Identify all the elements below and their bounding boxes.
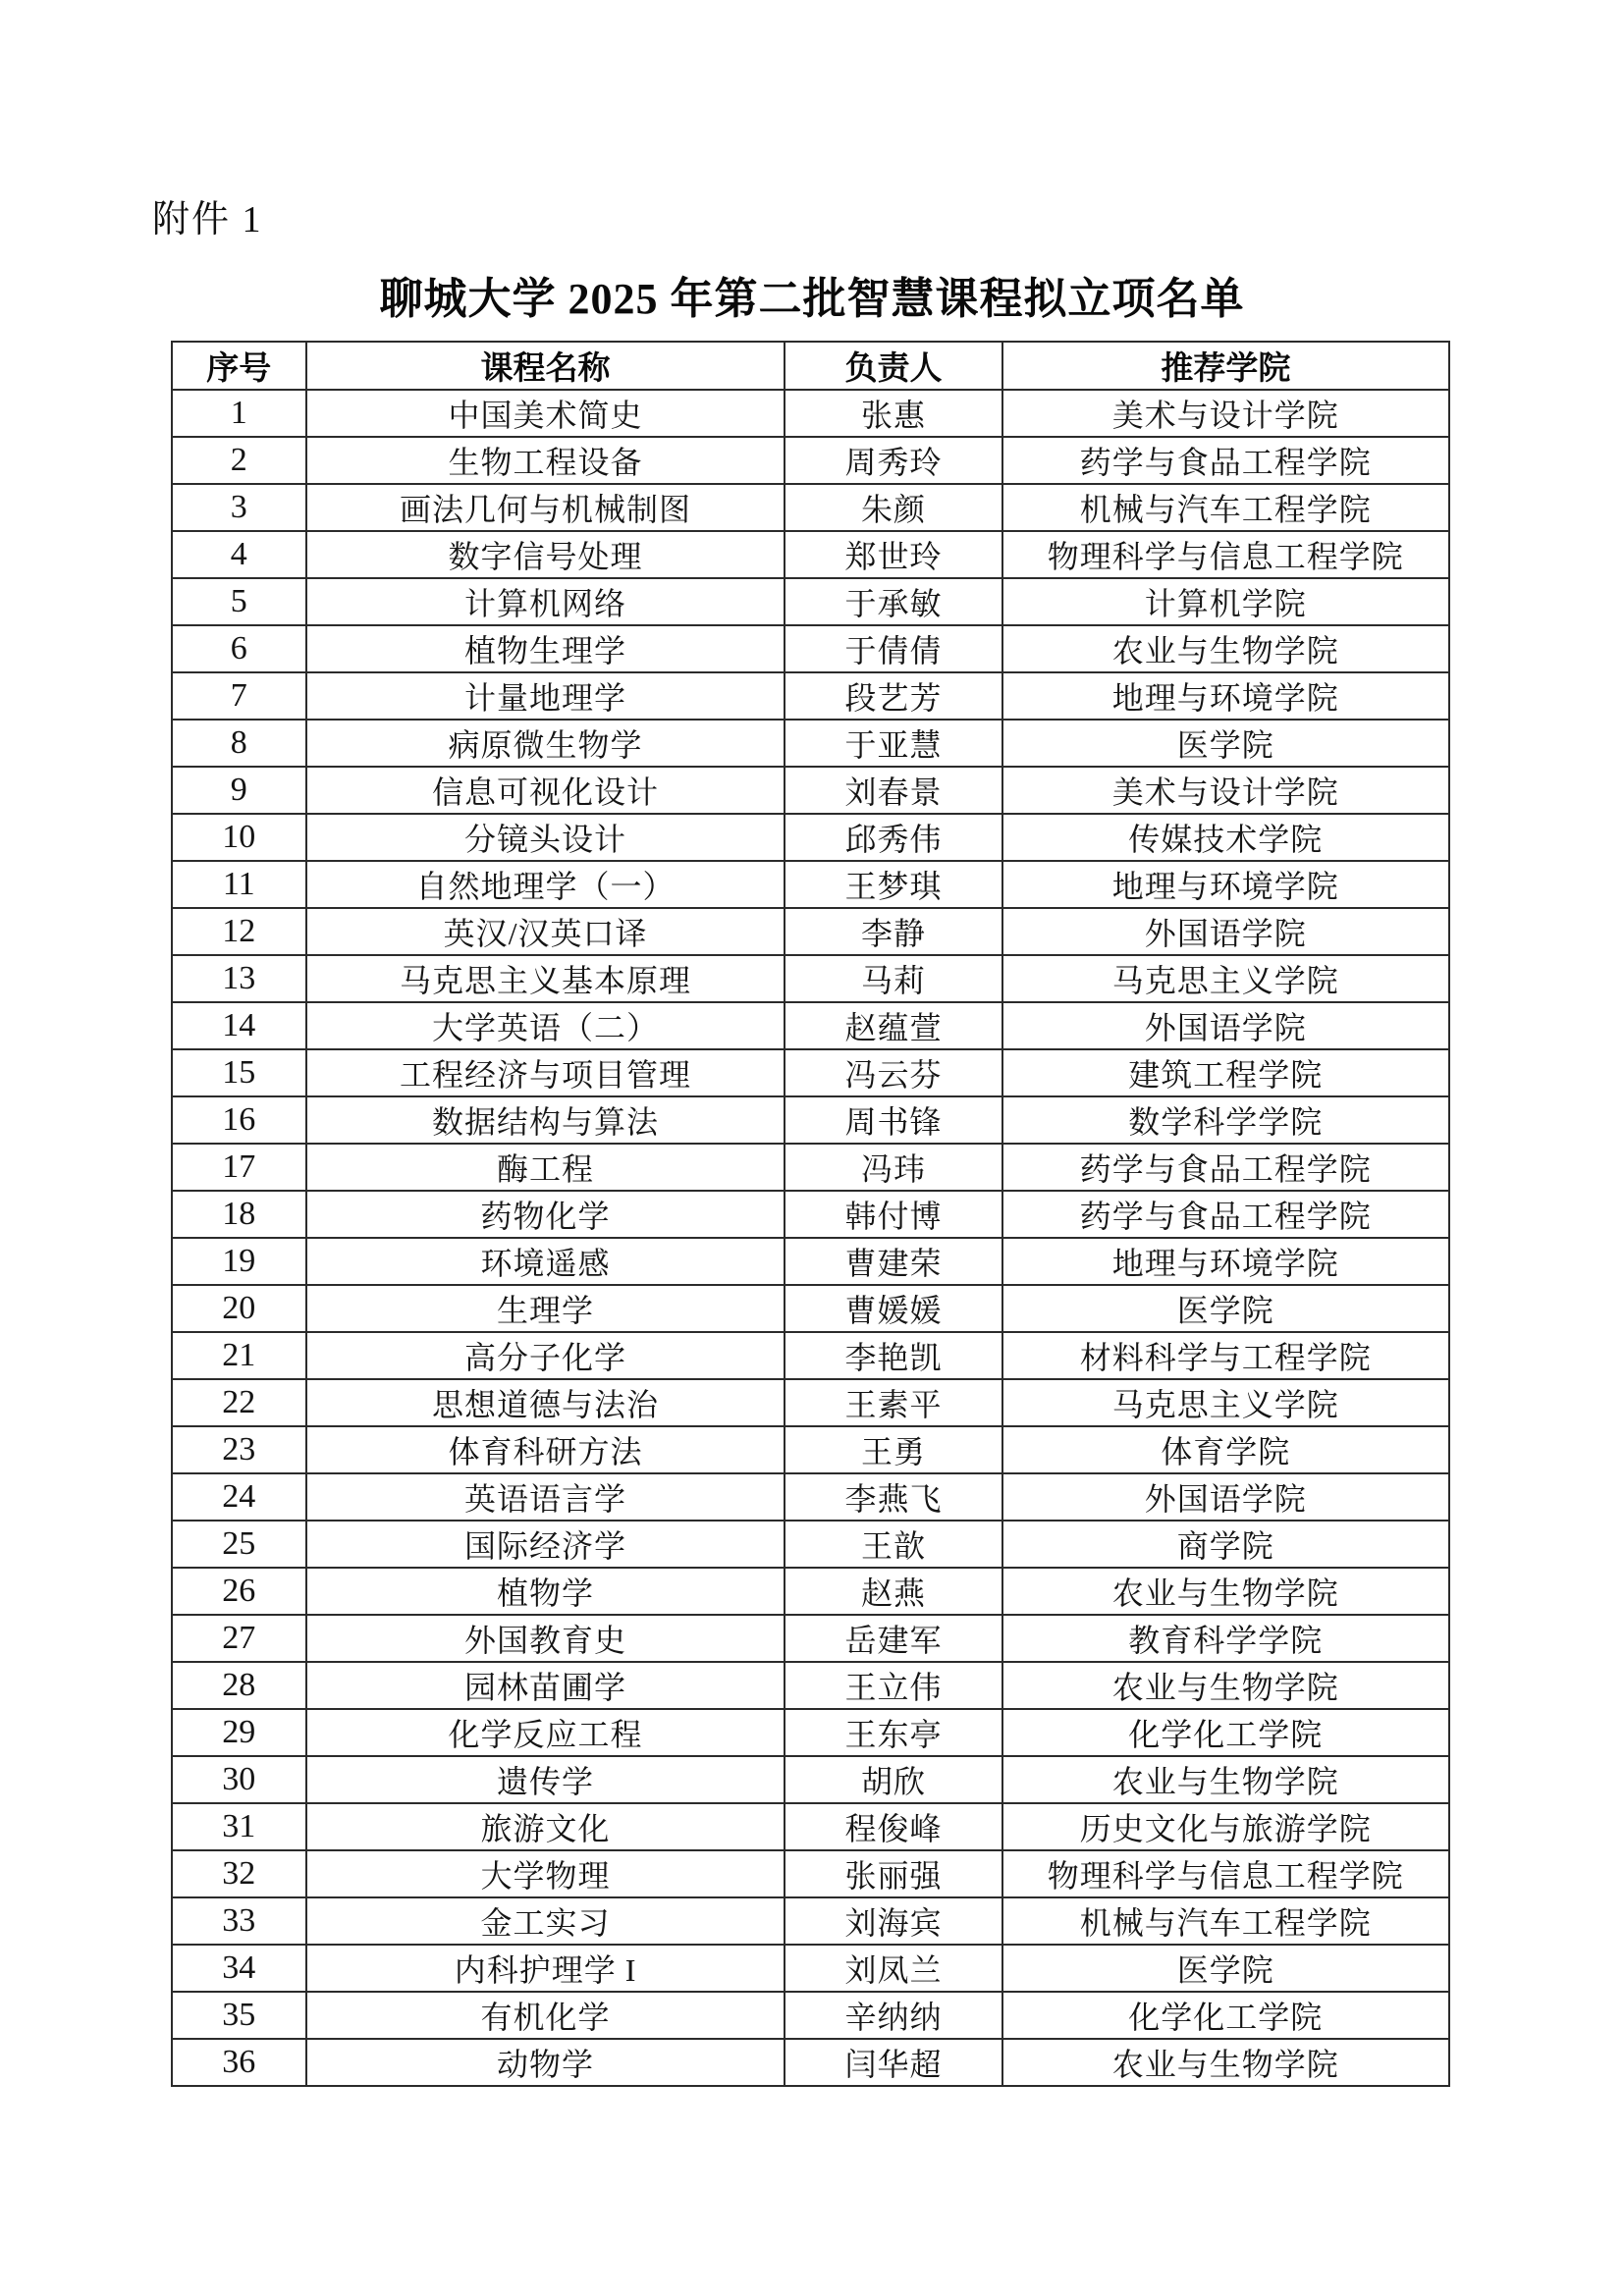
cell-course-name: 思想道德与法治 bbox=[306, 1379, 785, 1426]
cell-leader: 辛纳纳 bbox=[785, 1992, 1001, 2039]
cell-college: 数学科学学院 bbox=[1002, 1096, 1449, 1144]
cell-college: 材料科学与工程学院 bbox=[1002, 1332, 1449, 1379]
cell-leader: 闫华超 bbox=[785, 2039, 1001, 2086]
cell-leader: 于承敏 bbox=[785, 578, 1001, 625]
cell-leader: 于亚慧 bbox=[785, 720, 1001, 767]
cell-index: 30 bbox=[172, 1756, 306, 1803]
cell-college: 地理与环境学院 bbox=[1002, 1238, 1449, 1285]
table-row bbox=[172, 2039, 1449, 2086]
cell-college: 历史文化与旅游学院 bbox=[1002, 1803, 1449, 1850]
table-row bbox=[172, 1191, 1449, 1238]
cell-leader: 张丽强 bbox=[785, 1850, 1001, 1897]
course-table bbox=[171, 341, 1450, 2087]
cell-college: 马克思主义学院 bbox=[1002, 955, 1449, 1002]
cell-leader: 岳建军 bbox=[785, 1615, 1001, 1662]
cell-college: 农业与生物学院 bbox=[1002, 625, 1449, 672]
cell-index: 6 bbox=[172, 625, 306, 672]
cell-leader: 韩付博 bbox=[785, 1191, 1001, 1238]
cell-course-name: 画法几何与机械制图 bbox=[306, 484, 785, 531]
page-title: 聊城大学 2025 年第二批智慧课程拟立项名单 bbox=[379, 275, 1245, 323]
cell-college: 药学与食品工程学院 bbox=[1002, 1191, 1449, 1238]
cell-course-name: 计算机网络 bbox=[306, 578, 785, 625]
cell-course-name: 生理学 bbox=[306, 1285, 785, 1332]
cell-course-name: 信息可视化设计 bbox=[306, 767, 785, 814]
cell-course-name: 外国教育史 bbox=[306, 1615, 785, 1662]
cell-college: 化学化工学院 bbox=[1002, 1992, 1449, 2039]
table-row bbox=[172, 814, 1449, 861]
table-row bbox=[172, 1521, 1449, 1568]
cell-index: 4 bbox=[172, 531, 306, 578]
cell-course-name: 中国美术简史 bbox=[306, 390, 785, 437]
cell-leader: 刘凤兰 bbox=[785, 1945, 1001, 1992]
cell-course-name: 英语语言学 bbox=[306, 1473, 785, 1521]
cell-leader: 马莉 bbox=[785, 955, 1001, 1002]
cell-index: 32 bbox=[172, 1850, 306, 1897]
cell-college: 农业与生物学院 bbox=[1002, 1568, 1449, 1615]
cell-college: 机械与汽车工程学院 bbox=[1002, 484, 1449, 531]
cell-course-name: 病原微生物学 bbox=[306, 720, 785, 767]
column-header-leader: 负责人 bbox=[785, 342, 1001, 390]
column-header-course-name: 课程名称 bbox=[306, 342, 785, 390]
cell-leader: 于倩倩 bbox=[785, 625, 1001, 672]
cell-leader: 段艺芳 bbox=[785, 672, 1001, 720]
cell-course-name: 工程经济与项目管理 bbox=[306, 1049, 785, 1096]
table-row bbox=[172, 1662, 1449, 1709]
cell-course-name: 国际经济学 bbox=[306, 1521, 785, 1568]
cell-college: 外国语学院 bbox=[1002, 1473, 1449, 1521]
cell-college: 物理科学与信息工程学院 bbox=[1002, 531, 1449, 578]
cell-leader: 赵燕 bbox=[785, 1568, 1001, 1615]
cell-leader: 王东亭 bbox=[785, 1709, 1001, 1756]
table-row bbox=[172, 672, 1449, 720]
cell-index: 24 bbox=[172, 1473, 306, 1521]
cell-index: 19 bbox=[172, 1238, 306, 1285]
cell-leader: 王梦琪 bbox=[785, 861, 1001, 908]
cell-index: 22 bbox=[172, 1379, 306, 1426]
cell-college: 地理与环境学院 bbox=[1002, 672, 1449, 720]
table-header-row bbox=[172, 342, 1449, 390]
cell-leader: 张惠 bbox=[785, 390, 1001, 437]
cell-college: 传媒技术学院 bbox=[1002, 814, 1449, 861]
cell-course-name: 酶工程 bbox=[306, 1144, 785, 1191]
cell-course-name: 旅游文化 bbox=[306, 1803, 785, 1850]
table-row bbox=[172, 1945, 1449, 1992]
cell-college: 医学院 bbox=[1002, 720, 1449, 767]
table-row bbox=[172, 1002, 1449, 1049]
table-row bbox=[172, 437, 1449, 484]
table-row bbox=[172, 1756, 1449, 1803]
cell-index: 5 bbox=[172, 578, 306, 625]
cell-index: 23 bbox=[172, 1426, 306, 1473]
cell-leader: 冯云芬 bbox=[785, 1049, 1001, 1096]
cell-leader: 曹媛媛 bbox=[785, 1285, 1001, 1332]
cell-course-name: 大学物理 bbox=[306, 1850, 785, 1897]
cell-college: 马克思主义学院 bbox=[1002, 1379, 1449, 1426]
table-row bbox=[172, 531, 1449, 578]
cell-leader: 王立伟 bbox=[785, 1662, 1001, 1709]
table-row bbox=[172, 1426, 1449, 1473]
table-row bbox=[172, 484, 1449, 531]
cell-leader: 赵蕴萱 bbox=[785, 1002, 1001, 1049]
cell-course-name: 动物学 bbox=[306, 2039, 785, 2086]
cell-course-name: 数据结构与算法 bbox=[306, 1096, 785, 1144]
column-header-index: 序号 bbox=[172, 342, 306, 390]
cell-index: 28 bbox=[172, 1662, 306, 1709]
table-row bbox=[172, 1332, 1449, 1379]
cell-index: 10 bbox=[172, 814, 306, 861]
table-row bbox=[172, 625, 1449, 672]
cell-index: 1 bbox=[172, 390, 306, 437]
table-row bbox=[172, 1238, 1449, 1285]
cell-index: 18 bbox=[172, 1191, 306, 1238]
cell-college: 教育科学学院 bbox=[1002, 1615, 1449, 1662]
table-row bbox=[172, 955, 1449, 1002]
cell-leader: 周书锋 bbox=[785, 1096, 1001, 1144]
cell-index: 16 bbox=[172, 1096, 306, 1144]
cell-leader: 李静 bbox=[785, 908, 1001, 955]
cell-leader: 郑世玲 bbox=[785, 531, 1001, 578]
table-row bbox=[172, 578, 1449, 625]
cell-course-name: 植物学 bbox=[306, 1568, 785, 1615]
cell-index: 35 bbox=[172, 1992, 306, 2039]
table-row bbox=[172, 1473, 1449, 1521]
column-header-college: 推荐学院 bbox=[1002, 342, 1449, 390]
cell-index: 7 bbox=[172, 672, 306, 720]
table-row bbox=[172, 1049, 1449, 1096]
cell-index: 9 bbox=[172, 767, 306, 814]
cell-index: 29 bbox=[172, 1709, 306, 1756]
table-row bbox=[172, 1096, 1449, 1144]
cell-course-name: 生物工程设备 bbox=[306, 437, 785, 484]
cell-college: 外国语学院 bbox=[1002, 1002, 1449, 1049]
cell-index: 17 bbox=[172, 1144, 306, 1191]
table-row bbox=[172, 908, 1449, 955]
cell-leader: 王歆 bbox=[785, 1521, 1001, 1568]
table-row bbox=[172, 720, 1449, 767]
cell-index: 31 bbox=[172, 1803, 306, 1850]
cell-leader: 刘春景 bbox=[785, 767, 1001, 814]
table-row bbox=[172, 861, 1449, 908]
cell-index: 33 bbox=[172, 1897, 306, 1945]
cell-leader: 程俊峰 bbox=[785, 1803, 1001, 1850]
cell-index: 3 bbox=[172, 484, 306, 531]
table-row bbox=[172, 1803, 1449, 1850]
cell-course-name: 化学反应工程 bbox=[306, 1709, 785, 1756]
cell-college: 商学院 bbox=[1002, 1521, 1449, 1568]
table-row bbox=[172, 767, 1449, 814]
cell-course-name: 高分子化学 bbox=[306, 1332, 785, 1379]
cell-college: 医学院 bbox=[1002, 1945, 1449, 1992]
cell-leader: 朱颜 bbox=[785, 484, 1001, 531]
cell-index: 11 bbox=[172, 861, 306, 908]
cell-course-name: 内科护理学 I bbox=[306, 1945, 785, 1992]
table-row bbox=[172, 1850, 1449, 1897]
cell-college: 美术与设计学院 bbox=[1002, 767, 1449, 814]
table-row bbox=[172, 1992, 1449, 2039]
cell-index: 21 bbox=[172, 1332, 306, 1379]
cell-course-name: 有机化学 bbox=[306, 1992, 785, 2039]
cell-college: 农业与生物学院 bbox=[1002, 1662, 1449, 1709]
cell-course-name: 数字信号处理 bbox=[306, 531, 785, 578]
cell-index: 2 bbox=[172, 437, 306, 484]
cell-leader: 冯玮 bbox=[785, 1144, 1001, 1191]
cell-course-name: 计量地理学 bbox=[306, 672, 785, 720]
cell-course-name: 植物生理学 bbox=[306, 625, 785, 672]
cell-course-name: 马克思主义基本原理 bbox=[306, 955, 785, 1002]
cell-course-name: 药物化学 bbox=[306, 1191, 785, 1238]
cell-leader: 李艳凯 bbox=[785, 1332, 1001, 1379]
cell-college: 农业与生物学院 bbox=[1002, 2039, 1449, 2086]
table-row bbox=[172, 1144, 1449, 1191]
cell-college: 建筑工程学院 bbox=[1002, 1049, 1449, 1096]
cell-course-name: 自然地理学（一） bbox=[306, 861, 785, 908]
cell-college: 地理与环境学院 bbox=[1002, 861, 1449, 908]
attachment-label: 附件 1 bbox=[152, 199, 263, 240]
table-row bbox=[172, 1379, 1449, 1426]
cell-college: 医学院 bbox=[1002, 1285, 1449, 1332]
cell-college: 美术与设计学院 bbox=[1002, 390, 1449, 437]
cell-course-name: 环境遥感 bbox=[306, 1238, 785, 1285]
cell-index: 8 bbox=[172, 720, 306, 767]
cell-index: 20 bbox=[172, 1285, 306, 1332]
cell-college: 化学化工学院 bbox=[1002, 1709, 1449, 1756]
cell-course-name: 园林苗圃学 bbox=[306, 1662, 785, 1709]
table-row bbox=[172, 1709, 1449, 1756]
cell-index: 26 bbox=[172, 1568, 306, 1615]
cell-leader: 刘海宾 bbox=[785, 1897, 1001, 1945]
table-row bbox=[172, 1568, 1449, 1615]
cell-course-name: 遗传学 bbox=[306, 1756, 785, 1803]
cell-course-name: 大学英语（二） bbox=[306, 1002, 785, 1049]
cell-index: 25 bbox=[172, 1521, 306, 1568]
cell-college: 体育学院 bbox=[1002, 1426, 1449, 1473]
cell-index: 36 bbox=[172, 2039, 306, 2086]
cell-college: 机械与汽车工程学院 bbox=[1002, 1897, 1449, 1945]
cell-college: 药学与食品工程学院 bbox=[1002, 1144, 1449, 1191]
cell-leader: 周秀玲 bbox=[785, 437, 1001, 484]
cell-leader: 胡欣 bbox=[785, 1756, 1001, 1803]
cell-course-name: 分镜头设计 bbox=[306, 814, 785, 861]
cell-index: 13 bbox=[172, 955, 306, 1002]
cell-index: 34 bbox=[172, 1945, 306, 1992]
cell-course-name: 体育科研方法 bbox=[306, 1426, 785, 1473]
cell-college: 外国语学院 bbox=[1002, 908, 1449, 955]
cell-leader: 邱秀伟 bbox=[785, 814, 1001, 861]
table-row bbox=[172, 1897, 1449, 1945]
cell-index: 12 bbox=[172, 908, 306, 955]
cell-index: 27 bbox=[172, 1615, 306, 1662]
cell-leader: 曹建荣 bbox=[785, 1238, 1001, 1285]
table-row bbox=[172, 1615, 1449, 1662]
cell-course-name: 英汉/汉英口译 bbox=[306, 908, 785, 955]
table-row bbox=[172, 1285, 1449, 1332]
cell-index: 15 bbox=[172, 1049, 306, 1096]
table-row bbox=[172, 390, 1449, 437]
cell-college: 计算机学院 bbox=[1002, 578, 1449, 625]
cell-college: 药学与食品工程学院 bbox=[1002, 437, 1449, 484]
cell-leader: 王勇 bbox=[785, 1426, 1001, 1473]
cell-college: 物理科学与信息工程学院 bbox=[1002, 1850, 1449, 1897]
cell-course-name: 金工实习 bbox=[306, 1897, 785, 1945]
cell-index: 14 bbox=[172, 1002, 306, 1049]
cell-leader: 王素平 bbox=[785, 1379, 1001, 1426]
cell-leader: 李燕飞 bbox=[785, 1473, 1001, 1521]
cell-college: 农业与生物学院 bbox=[1002, 1756, 1449, 1803]
